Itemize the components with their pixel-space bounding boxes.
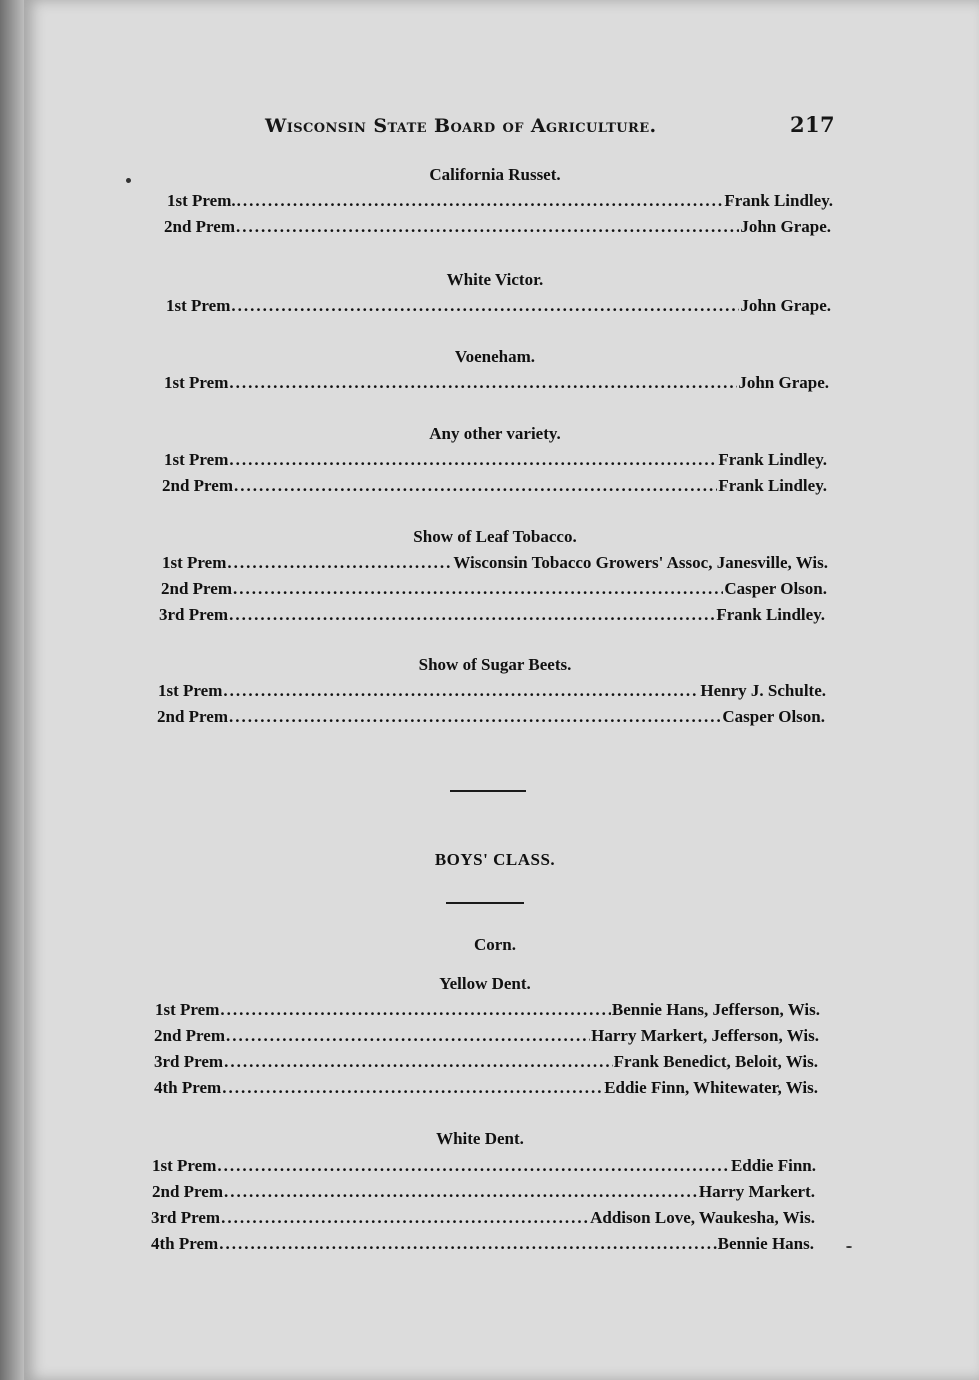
section-divider	[450, 790, 526, 792]
dot-leader	[231, 296, 739, 316]
award-row	[162, 476, 827, 496]
award-row	[167, 191, 833, 211]
winner-name: Addison Love, Waukesha, Wis.	[590, 1208, 815, 1227]
dot-leader	[234, 476, 717, 496]
winner-name: Wisconsin Tobacco Growers' Assoc, Janesville, Wis.	[453, 553, 828, 572]
award-row	[162, 553, 828, 573]
award-row	[161, 579, 827, 599]
prem-label: 1st Prem	[166, 296, 231, 315]
prem-label: 2nd Prem	[154, 1026, 225, 1045]
winner-name: Frank Lindley.	[724, 191, 833, 210]
page-number: 217	[789, 112, 835, 137]
prem-label: 2nd Prem	[152, 1182, 223, 1201]
section-heading-any-other-variety: Any other variety.	[429, 424, 561, 443]
dot-leader	[236, 217, 739, 237]
section-heading-yellow-dent: Yellow Dent.	[439, 974, 531, 993]
dot-leader	[227, 553, 452, 573]
award-row	[152, 1156, 816, 1176]
winner-name: Bennie Hans, Jefferson, Wis.	[611, 1000, 820, 1019]
prem-label: 4th Prem	[154, 1078, 222, 1097]
winner-name: John Grape.	[740, 296, 831, 315]
prem-label: 2nd Prem	[162, 476, 233, 495]
section-heading-sugar-beets: Show of Sugar Beets.	[418, 655, 572, 674]
dot-leader	[222, 1078, 603, 1098]
prem-label: 1st Prem	[164, 450, 229, 469]
section-divider	[446, 902, 524, 904]
section-heading-boys-class: BOYS' CLASS.	[434, 850, 556, 869]
winner-name: Frank Lindley.	[718, 450, 827, 469]
winner-name: Bennie Hans.	[717, 1234, 814, 1253]
section-heading-voeneham: Voeneham.	[454, 347, 536, 366]
winner-name: Eddie Finn.	[730, 1156, 816, 1175]
dot-leader	[229, 373, 737, 393]
binding-gutter	[0, 0, 24, 1380]
award-row	[152, 1182, 815, 1202]
section-heading-california-russet: California Russet.	[429, 165, 561, 184]
prem-label: 2nd Prem	[161, 579, 232, 598]
award-row	[164, 450, 827, 470]
prem-label: 3rd Prem	[151, 1208, 221, 1227]
award-row	[151, 1234, 814, 1254]
winner-name: John Grape.	[738, 373, 829, 392]
award-row	[155, 1000, 820, 1020]
section-heading-white-dent: White Dent.	[436, 1129, 524, 1148]
winner-name: Casper Olson.	[722, 707, 825, 726]
running-head-title: Wisconsin State Board of Agriculture.	[265, 115, 657, 137]
dot-leader	[223, 681, 699, 701]
winner-name: Henry J. Schulte.	[700, 681, 826, 700]
section-heading-white-victor: White Victor.	[446, 270, 544, 289]
running-head	[265, 112, 835, 137]
dot-leader	[224, 1052, 613, 1072]
award-row	[154, 1078, 818, 1098]
prem-label: 1st Prem	[152, 1156, 217, 1175]
prem-label: 4th Prem	[151, 1234, 219, 1253]
prem-label: 1st Prem	[164, 373, 229, 392]
winner-name: Frank Lindley.	[716, 605, 825, 624]
award-row	[164, 373, 829, 393]
award-row	[151, 1208, 815, 1228]
winner-name: Harry Markert, Jefferson, Wis.	[591, 1026, 819, 1045]
winner-name: John Grape.	[740, 217, 831, 236]
award-row	[158, 681, 826, 701]
award-row	[159, 605, 825, 625]
prem-label: 1st Prem	[158, 681, 223, 700]
dot-leader	[229, 450, 717, 470]
print-speck	[126, 178, 131, 183]
prem-label: 2nd Prem	[157, 707, 228, 726]
dot-leader	[237, 191, 724, 211]
dot-leader	[217, 1156, 730, 1176]
winner-name: Casper Olson.	[724, 579, 827, 598]
section-heading-corn: Corn.	[473, 935, 517, 954]
award-row	[154, 1052, 818, 1072]
dot-leader	[224, 1182, 698, 1202]
dot-leader	[229, 707, 721, 727]
winner-name: Frank Benedict, Beloit, Wis.	[613, 1052, 818, 1071]
prem-label: 2nd Prem	[164, 217, 235, 236]
dot-leader	[220, 1000, 611, 1020]
dot-leader	[229, 605, 715, 625]
winner-name: Harry Markert.	[698, 1182, 815, 1201]
award-row	[166, 296, 831, 316]
prem-label: 3rd Prem	[154, 1052, 224, 1071]
prem-label: 1st Prem.	[167, 191, 236, 210]
award-row	[154, 1026, 819, 1046]
award-row	[164, 217, 831, 237]
dot-leader	[233, 579, 723, 599]
section-heading-leaf-tobacco: Show of Leaf Tobacco.	[413, 527, 577, 546]
dot-leader	[221, 1208, 589, 1228]
winner-name: Eddie Finn, Whitewater, Wis.	[604, 1078, 818, 1097]
prem-label: 1st Prem	[155, 1000, 220, 1019]
dot-leader	[219, 1234, 716, 1254]
prem-label: 3rd Prem	[159, 605, 229, 624]
winner-name: Frank Lindley.	[718, 476, 827, 495]
print-speck	[846, 1246, 852, 1248]
prem-label: 1st Prem	[162, 553, 227, 572]
award-row	[157, 707, 825, 727]
dot-leader	[226, 1026, 590, 1046]
